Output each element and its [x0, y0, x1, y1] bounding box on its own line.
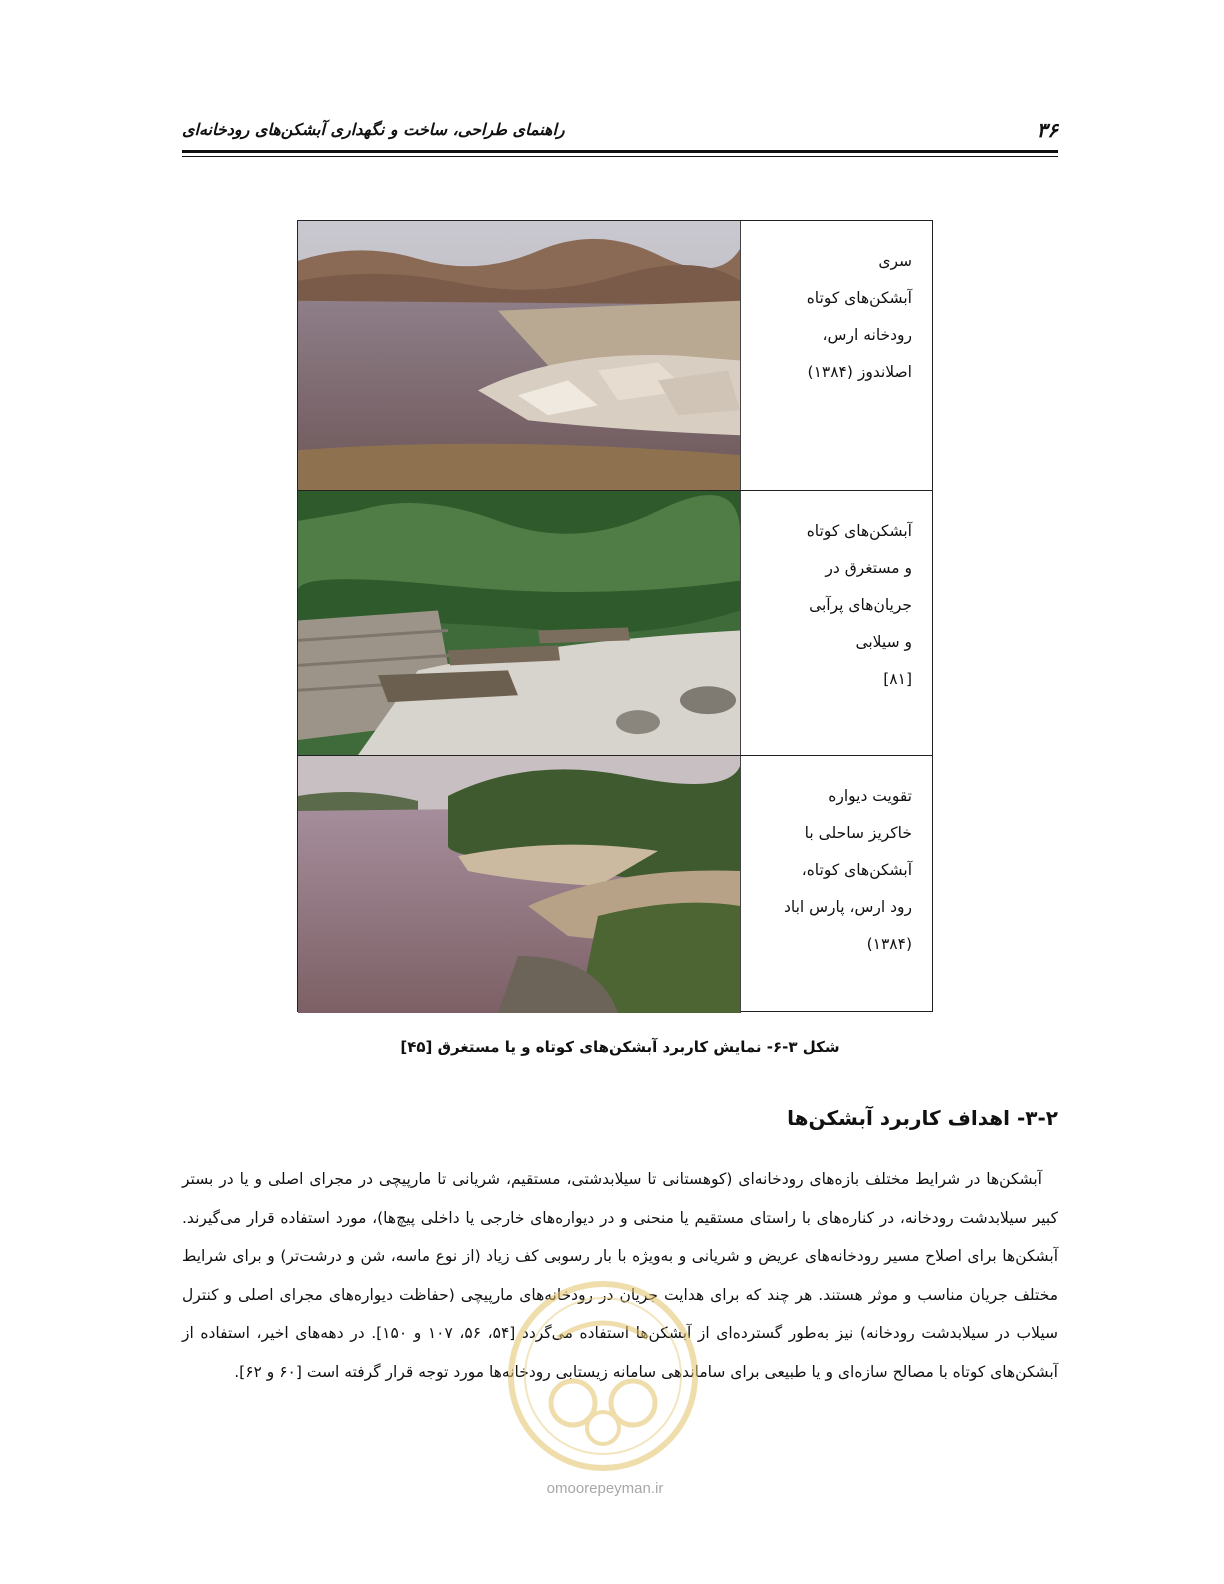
photo-bank-protection — [298, 756, 741, 1013]
figure-row-caption — [748, 513, 912, 698]
caption-line: جریان‌های پرآبی — [809, 596, 912, 614]
caption-line: (۱۳۸۴) — [866, 935, 912, 953]
figure-row-parsabad — [298, 756, 932, 1013]
page-number: ۳۶ — [1036, 118, 1058, 142]
figure-row-aras-aslanduz — [298, 221, 932, 491]
header-rule-thick — [182, 150, 1058, 153]
figure-row-submerged-groynes — [298, 491, 932, 756]
caption-line: خاکریز ساحلی با — [804, 824, 912, 842]
photo-aras-groynes — [298, 221, 741, 490]
header-rule-thin — [182, 156, 1058, 157]
watermark-url: omoorepeyman.ir — [546, 1480, 664, 1497]
caption-line: و مستغرق در — [825, 559, 912, 577]
paragraph-text: آبشکن‌ها در شرایط مختلف بازه‌های رودخانه‌ای (کوهستانی تا سیلابدشتی، مستقیم، شریانی تا مارپیچی در مجرای اصلی و یا در بستر کبیر سیلابدشت رودخانه، در کناره‌های با راستای مستقیم یا منحنی و در دیواره‌های خارجی یا داخلی پیچ‌ها)، مورد استفاده قرار می‌گیرند. آبشکن‌ها برای اصلاح مسیر رودخانه‌های عریض و شریانی و به‌ویژه با بار رسوبی کف زیاد (از نوع ماسه، شن و درشت‌تر) و برای شرایط مختلف جریان مناسب و موثر هستند. هر چند که برای هدایت جریان در رودخانه‌های مارپیچی (حفاظت دیواره‌های مجرای اصلی و کنترل سیلاب در سیلابدشت رودخانه) نیز به‌طور گسترده‌ای از آبشکن‌ها استفاده می‌گردد [۵۴، ۵۶، ۱۰۷ و ۱۵۰]. در دهه‌های اخیر، استفاده از آبشکن‌های کوتاه با مصالح سازه‌ای و یا طبیعی برای ساماندهی سامانه زیستابی رودخانه‌ها مورد توجه قرار گرفته است [۶۰ و ۶۲]. — [182, 1170, 1058, 1381]
page-header — [182, 112, 1058, 148]
figure-row-caption — [748, 243, 912, 391]
photo-gabion-groynes — [298, 491, 741, 755]
caption-line: و سیلابی — [855, 633, 912, 651]
caption-line: تقویت دیواره — [828, 787, 912, 805]
figure-caption: شکل ۳-۶- نمایش کاربرد آبشکن‌های کوتاه و یا مستغرق [۴۵] — [400, 1038, 840, 1056]
caption-line: آبشکن‌های کوتاه — [806, 522, 912, 540]
figure-table — [297, 220, 933, 1012]
caption-line: [۸۱] — [883, 670, 912, 688]
running-title: راهنمای طراحی، ساخت و نگهداری آبشکن‌های رودخانه‌ای — [182, 120, 565, 139]
section-heading: ۳-۲- اهداف کاربرد آبشکن‌ها — [787, 1106, 1058, 1130]
caption-line: رود ارس، پارس اباد — [783, 898, 912, 916]
figure-row-caption — [748, 778, 912, 963]
caption-line: آبشکن‌های کوتاه — [806, 289, 912, 307]
caption-line: سری — [878, 252, 912, 270]
caption-line: رودخانه ارس، — [822, 326, 912, 344]
watermark-seal-icon — [498, 1278, 708, 1474]
caption-line: اصلاندوز (۱۳۸۴) — [807, 363, 912, 381]
caption-line: آبشکن‌های کوتاه، — [801, 861, 912, 879]
